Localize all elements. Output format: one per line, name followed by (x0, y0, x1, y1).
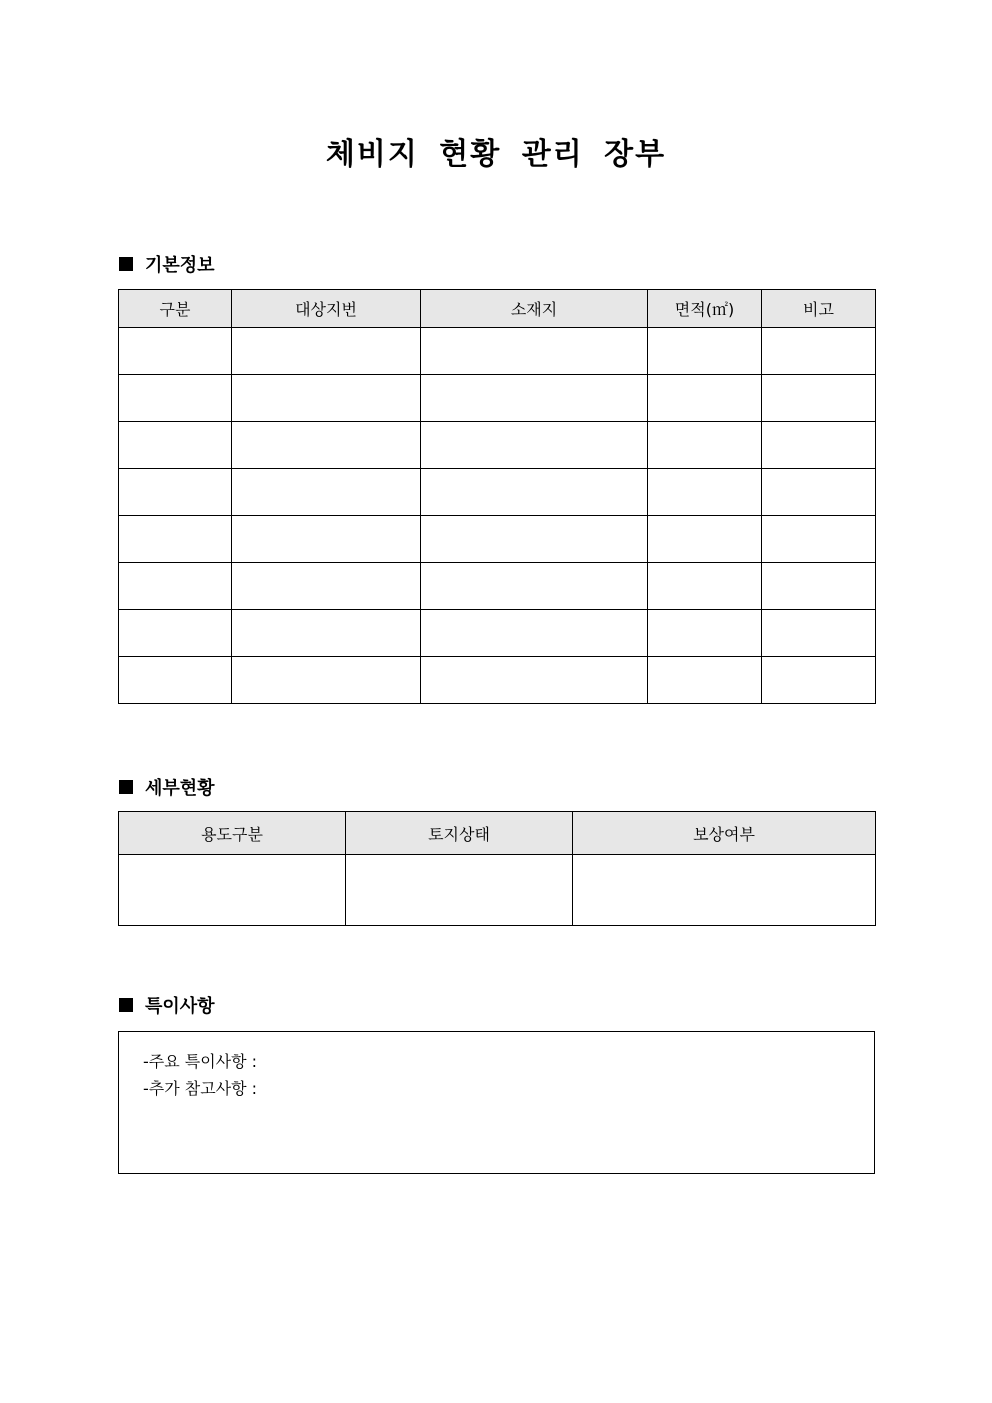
table-cell[interactable] (119, 855, 346, 926)
table-cell[interactable] (119, 328, 232, 375)
section-heading-detail (119, 774, 215, 800)
table-cell[interactable] (421, 375, 648, 422)
notes-line-additional: -추가 참고사항 : (143, 1079, 258, 1098)
section-heading-basic-label: 기본정보 (145, 255, 215, 276)
table-cell[interactable] (648, 422, 762, 469)
table-cell[interactable] (119, 422, 232, 469)
table-cell[interactable] (762, 516, 876, 563)
table-cell[interactable] (421, 610, 648, 657)
table-cell[interactable] (119, 516, 232, 563)
column-header-category: 구분 (119, 290, 232, 328)
table-header-row (119, 290, 876, 328)
section-heading-notes (119, 992, 215, 1018)
table-cell[interactable] (421, 328, 648, 375)
table-row (119, 328, 876, 375)
table-row (119, 657, 876, 704)
column-header-compensation: 보상여부 (573, 812, 876, 855)
notes-box[interactable] (118, 1031, 875, 1174)
column-header-remarks: 비고 (762, 290, 876, 328)
table-cell[interactable] (421, 516, 648, 563)
table-row (119, 855, 876, 926)
table-cell[interactable] (762, 469, 876, 516)
table-row (119, 563, 876, 610)
section-heading-basic (119, 251, 215, 277)
table-row (119, 422, 876, 469)
section-heading-detail-label: 세부현황 (145, 778, 215, 799)
table-cell[interactable] (119, 375, 232, 422)
detail-status-table (118, 811, 876, 926)
table-cell[interactable] (648, 657, 762, 704)
table-row (119, 610, 876, 657)
table-cell[interactable] (648, 563, 762, 610)
table-cell[interactable] (421, 563, 648, 610)
table-cell[interactable] (232, 563, 421, 610)
table-cell[interactable] (762, 328, 876, 375)
table-cell[interactable] (648, 375, 762, 422)
table-cell[interactable] (648, 469, 762, 516)
column-header-land-status: 토지상태 (346, 812, 573, 855)
table-cell[interactable] (232, 469, 421, 516)
table-cell[interactable] (232, 657, 421, 704)
table-cell[interactable] (762, 375, 876, 422)
table-cell[interactable] (232, 610, 421, 657)
column-header-area: 면적(㎡) (648, 290, 762, 328)
table-cell[interactable] (762, 563, 876, 610)
table-cell[interactable] (119, 469, 232, 516)
column-header-lot-number: 대상지번 (232, 290, 421, 328)
table-cell[interactable] (573, 855, 876, 926)
table-cell[interactable] (232, 328, 421, 375)
table-cell[interactable] (232, 375, 421, 422)
basic-info-table (118, 289, 876, 704)
table-row (119, 469, 876, 516)
table-cell[interactable] (762, 422, 876, 469)
column-header-usage-type: 용도구분 (119, 812, 346, 855)
document-title: 체비지 현황 관리 장부 (325, 137, 667, 172)
square-bullet-icon (119, 998, 133, 1012)
table-cell[interactable] (119, 657, 232, 704)
table-cell[interactable] (232, 422, 421, 469)
table-cell[interactable] (762, 610, 876, 657)
column-header-location: 소재지 (421, 290, 648, 328)
table-cell[interactable] (421, 422, 648, 469)
table-row (119, 375, 876, 422)
table-cell[interactable] (421, 657, 648, 704)
section-heading-notes-label: 특이사항 (145, 996, 215, 1017)
table-cell[interactable] (119, 610, 232, 657)
table-header-row (119, 812, 876, 855)
table-cell[interactable] (119, 563, 232, 610)
table-cell[interactable] (648, 516, 762, 563)
table-cell[interactable] (346, 855, 573, 926)
square-bullet-icon (119, 257, 133, 271)
table-cell[interactable] (648, 610, 762, 657)
table-cell[interactable] (232, 516, 421, 563)
table-row (119, 516, 876, 563)
notes-line-main: -주요 특이사항 : (143, 1052, 258, 1071)
table-cell[interactable] (421, 469, 648, 516)
square-bullet-icon (119, 780, 133, 794)
table-cell[interactable] (648, 328, 762, 375)
table-cell[interactable] (762, 657, 876, 704)
